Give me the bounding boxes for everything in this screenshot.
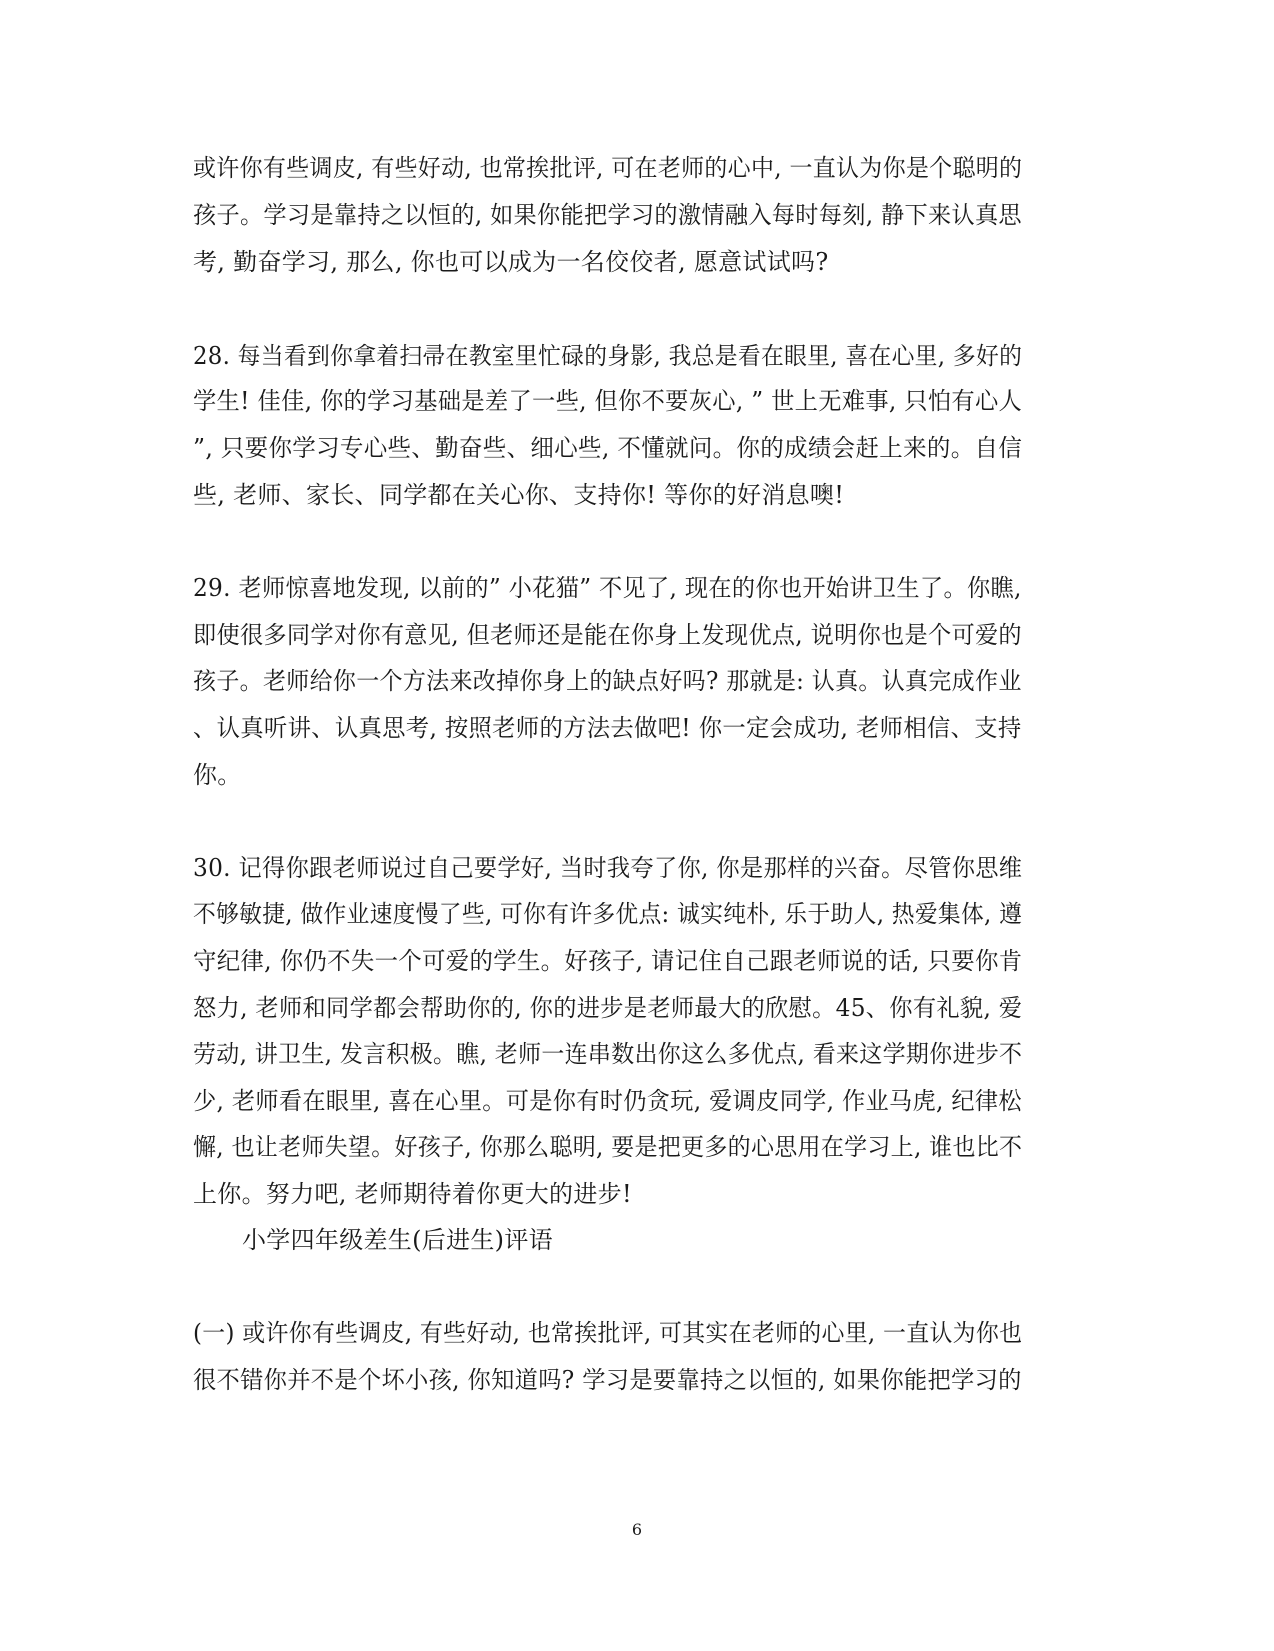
paragraph-line: 守纪律, 你仍不失一个可爱的学生。好孩子, 请记住自己跟老师说的话, 只要你肯 xyxy=(193,947,1023,975)
paragraph-line: 孩子。老师给你一个方法来改掉你身上的缺点好吗? 那就是: 认真。认真完成作业 xyxy=(193,667,1022,695)
paragraph-line: 怒力, 老师和同学都会帮助你的, 你的进步是老师最大的欣慰。45、你有礼貌, 爱 xyxy=(193,994,1023,1022)
paragraph-line: 29. 老师惊喜地发现, 以前的” 小花猫” 不见了, 现在的你也开始讲卫生了。你瞧, xyxy=(193,574,1022,602)
paragraph-line: 上你。努力吧, 老师期待着你更大的进步! xyxy=(193,1180,632,1208)
paragraph-line: 些, 老师、家长、同学都在关心你、支持你! 等你的好消息噢! xyxy=(193,481,845,509)
paragraph-line: 不够敏捷, 做作业速度慢了些, 可你有许多优点: 诚实纯朴, 乐于助人, 热爱集体, 遵 xyxy=(193,900,1023,928)
paragraph-line: 少, 老师看在眼里, 喜在心里。可是你有时仍贪玩, 爱调皮同学, 作业马虎, 纪律松 xyxy=(193,1087,1022,1115)
paragraph-line: 懈, 也让老师失望。好孩子, 你那么聪明, 要是把更多的心思用在学习上, 谁也比不 xyxy=(193,1133,1023,1161)
paragraph-line: 学生! 佳佳, 你的学习基础是差了一些, 但你不要灰心, ” 世上无难事, 只怕有心人 xyxy=(193,387,1023,415)
paragraph-line: 劳动, 讲卫生, 发言积极。瞧, 老师一连串数出你这么多优点, 看来这学期你进步不 xyxy=(193,1040,1023,1068)
paragraph-line: 、认真听讲、认真思考, 按照老师的方法去做吧! 你一定会成功, 老师相信、支持 xyxy=(193,714,1022,742)
paragraph-line: 30. 记得你跟老师说过自己要学好, 当时我夸了你, 你是那样的兴奋。尽管你思维 xyxy=(193,854,1023,882)
paragraph-line: 或许你有些调皮, 有些好动, 也常挨批评, 可在老师的心中, 一直认为你是个聪明的 xyxy=(193,154,1023,182)
paragraph-line: 即使很多同学对你有意见, 但老师还是能在你身上发现优点, 说明你也是个可爱的 xyxy=(193,621,1022,649)
section-heading: 小学四年级差生(后进生)评语 xyxy=(242,1226,553,1254)
paragraph-line: (一) 或许你有些调皮, 有些好动, 也常挨批评, 可其实在老师的心里, 一直认为你也 xyxy=(193,1319,1023,1347)
paragraph-line: 很不错你并不是个坏小孩, 你知道吗? 学习是要靠持之以恒的, 如果你能把学习的 xyxy=(193,1366,1022,1394)
page-number: 6 xyxy=(631,1520,643,1539)
paragraph-line: 28. 每当看到你拿着扫帚在教室里忙碌的身影, 我总是看在眼里, 喜在心里, 多好的 xyxy=(193,342,1023,370)
paragraph-line: ”, 只要你学习专心些、勤奋些、细心些, 不懂就问。你的成绩会赶上来的。自信 xyxy=(193,434,1023,462)
paragraph-line: 孩子。学习是靠持之以恒的, 如果你能把学习的激情融入每时每刻, 静下来认真思 xyxy=(193,201,1022,229)
paragraph-line: 你。 xyxy=(193,761,242,789)
paragraph-line: 考, 勤奋学习, 那么, 你也可以成为一名佼佼者, 愿意试试吗? xyxy=(193,248,829,276)
